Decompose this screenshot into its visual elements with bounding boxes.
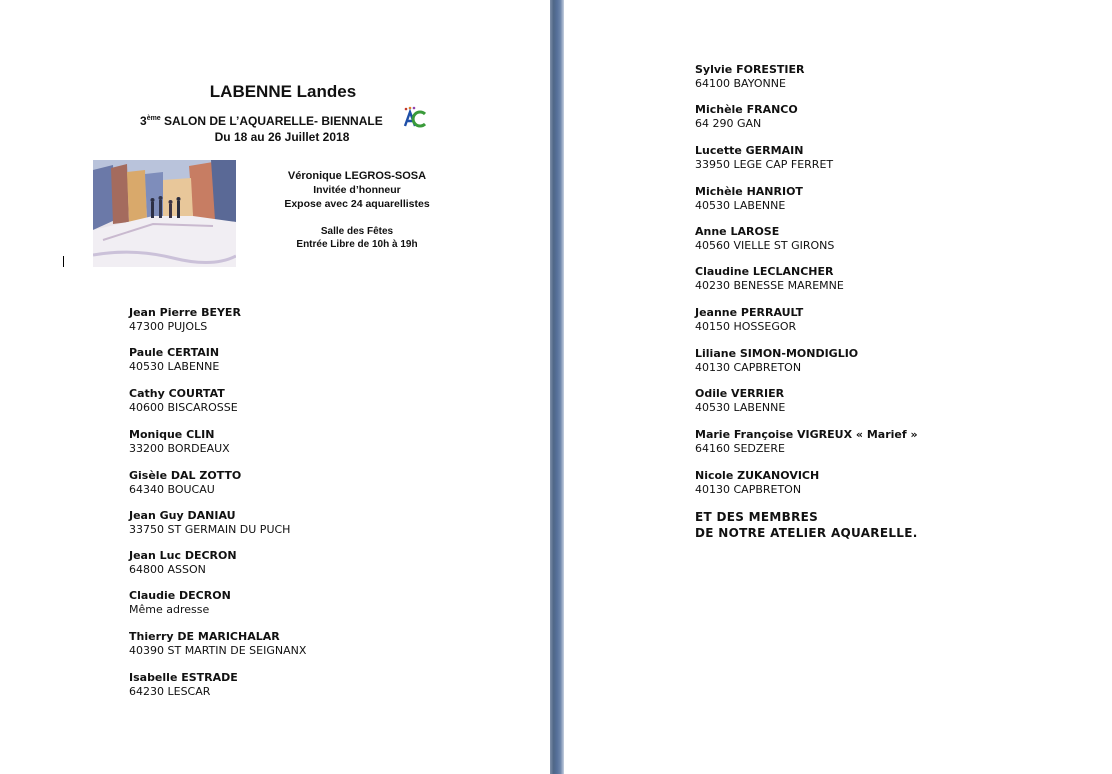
list-item (129, 428, 230, 456)
guest-name: Véronique LEGROS-SOSA (287, 170, 427, 182)
guest-role: Invitée d’honneur (313, 184, 401, 196)
closing-note (695, 509, 918, 541)
list-item (695, 428, 918, 456)
artist-address: 40390 ST MARTIN DE SEIGNANX (129, 644, 307, 657)
artist-name: Jean Luc DECRON (129, 549, 237, 562)
artist-address: 40530 LABENNE (129, 360, 220, 373)
list-item (695, 103, 798, 131)
list-item (695, 469, 819, 497)
artist-name: Marie Françoise VIGREUX « Marief » (695, 428, 918, 441)
artist-name: Paule CERTAIN (129, 346, 220, 359)
artist-name: Claudine LECLANCHER (695, 265, 834, 278)
venue-info (252, 225, 462, 251)
artist-name: Monique CLIN (129, 428, 215, 441)
list-item (695, 265, 844, 293)
salon-logo-icon (402, 106, 428, 130)
salon-line (140, 114, 383, 128)
artist-name: Gisèle DAL ZOTTO (129, 469, 242, 482)
artist-address: 64230 LESCAR (129, 685, 211, 698)
list-item (695, 63, 804, 91)
artist-address: 64 290 GAN (695, 117, 762, 130)
artist-name: Liliane SIMON-MONDIGLIO (695, 347, 859, 360)
artist-address: Même adresse (129, 603, 210, 616)
artist-name: Anne LAROSE (695, 225, 780, 238)
artist-name: Odile VERRIER (695, 387, 785, 400)
venue-entry: Entrée Libre de 10h à 19h (296, 239, 418, 250)
artist-name: Nicole ZUKANOVICH (695, 469, 820, 482)
artist-name: Isabelle ESTRADE (129, 671, 238, 684)
artist-name: Michèle FRANCO (695, 103, 798, 116)
text-cursor (63, 256, 64, 267)
artist-name: Michèle HANRIOT (695, 185, 803, 198)
artist-address: 33950 LEGE CAP FERRET (695, 158, 834, 171)
list-item (695, 306, 803, 334)
edition-number: 3 (140, 114, 147, 128)
watercolor-painting (93, 160, 236, 267)
list-item (695, 185, 803, 213)
artist-address: 40150 HOSSEGOR (695, 320, 797, 333)
artist-name: Jean Pierre BEYER (129, 306, 241, 319)
list-item (695, 387, 785, 415)
artist-address: 64160 SEDZERE (695, 442, 785, 455)
artist-address: 64340 BOUCAU (129, 483, 215, 496)
artist-address: 40600 BISCAROSSE (129, 401, 238, 414)
guest-of-honour (252, 169, 462, 211)
artist-address: 40230 BENESSE MAREMNE (695, 279, 844, 292)
artist-address: 40530 LABENNE (695, 199, 786, 212)
artist-address: 40130 CAPBRETON (695, 361, 802, 374)
artist-address: 40560 VIELLE ST GIRONS (695, 239, 835, 252)
event-title: LABENNE Landes (209, 82, 357, 101)
list-item (129, 589, 231, 617)
list-item (695, 347, 858, 375)
list-item (129, 630, 306, 658)
list-item (129, 509, 290, 537)
artist-address: 33750 ST GERMAIN DU PUCH (129, 523, 291, 536)
artist-name: Cathy COURTAT (129, 387, 225, 400)
salon-name: SALON DE L’AQUARELLE- BIENNALE (164, 114, 383, 128)
artist-name: Sylvie FORESTIER (695, 63, 805, 76)
artist-address: 47300 PUJOLS (129, 320, 208, 333)
artist-name: Claudie DECRON (129, 589, 231, 602)
list-item (129, 549, 237, 577)
artist-name: Thierry DE MARICHALAR (129, 630, 280, 643)
venue-name: Salle des Fêtes (320, 226, 394, 237)
artist-address: 64800 ASSON (129, 563, 206, 576)
event-dates: Du 18 au 26 Juillet 2018 (214, 130, 350, 144)
artist-name: Jean Guy DANIAU (129, 509, 236, 522)
artist-address: 64100 BAYONNE (695, 77, 786, 90)
list-item (129, 469, 241, 497)
closing-line-1: ET DES MEMBRES (695, 510, 819, 524)
list-item (695, 225, 834, 253)
artist-address: 33200 BORDEAUX (129, 442, 230, 455)
poster-header (62, 70, 462, 270)
list-item (695, 144, 833, 172)
list-item (129, 387, 238, 415)
list-item (129, 346, 219, 374)
artist-address: 40530 LABENNE (695, 401, 786, 414)
guest-expose: Expose avec 24 aquarellistes (284, 198, 430, 210)
right-page (564, 0, 1112, 774)
list-item (129, 671, 238, 699)
artist-address: 40130 CAPBRETON (695, 483, 802, 496)
page-gutter (550, 0, 564, 774)
edition-suffix: ème (146, 115, 161, 122)
artist-name: Jeanne PERRAULT (695, 306, 804, 319)
list-item (129, 306, 241, 334)
closing-line-2: DE NOTRE ATELIER AQUARELLE. (695, 526, 918, 540)
artist-name: Lucette GERMAIN (695, 144, 804, 157)
